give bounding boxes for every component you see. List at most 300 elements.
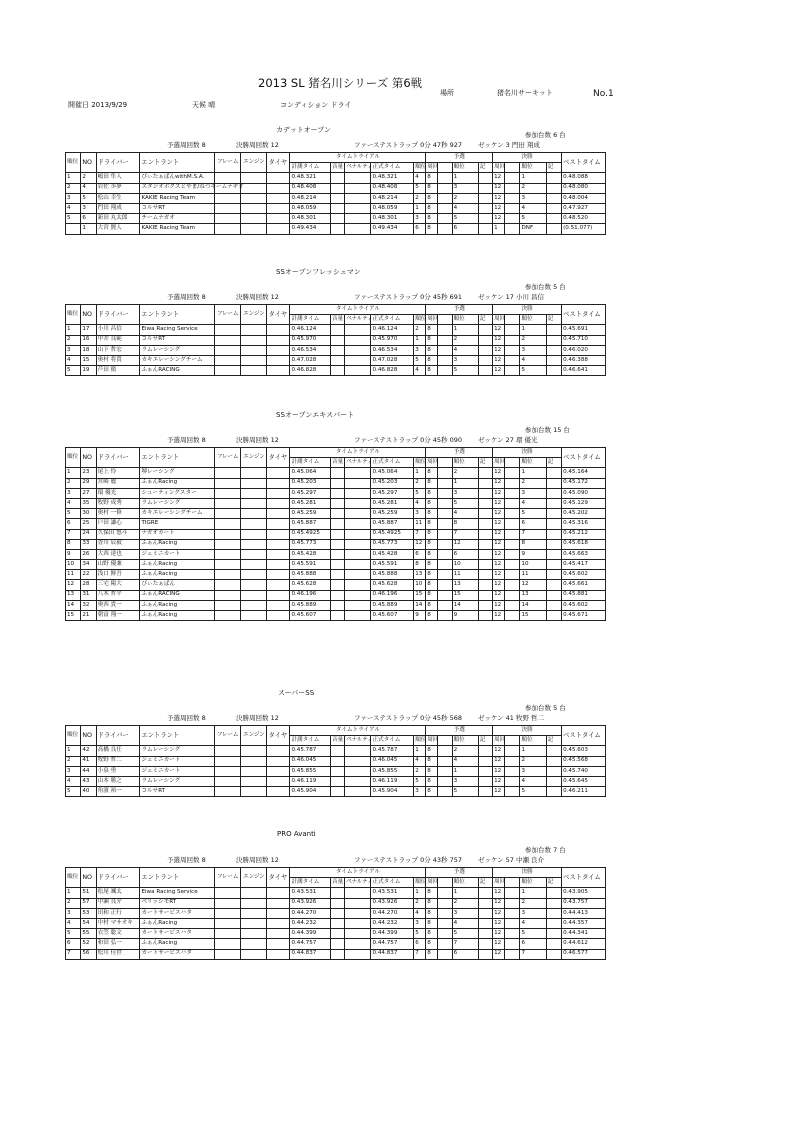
cell-frame — [214, 529, 240, 539]
cell-final-rank: DNF — [520, 224, 546, 234]
cell-tt-rank: 3 — [414, 345, 426, 355]
cell-official-time: 0.44.270 — [371, 908, 414, 918]
cell-sound — [330, 478, 344, 488]
cell-final-note — [546, 949, 561, 959]
cell-heat-blank — [438, 746, 452, 756]
col-header-driver: ドライバー — [96, 153, 140, 173]
cell-final-rank: 3 — [520, 766, 546, 776]
cell-tire — [267, 468, 290, 478]
cell-official-time: 0.46.534 — [371, 345, 414, 355]
cell-final-rank: 1 — [520, 746, 546, 756]
cell-sound — [330, 335, 344, 345]
cell-final-note — [546, 570, 561, 580]
cell-frame — [214, 888, 240, 898]
col-header-sound: 音量 — [330, 736, 344, 746]
cell-position: 2 — [66, 478, 81, 488]
cell-frame — [214, 488, 240, 498]
cell-sound — [330, 600, 344, 610]
cell-engine — [241, 918, 267, 928]
cell-penalty — [345, 746, 371, 756]
cell-penalty — [345, 173, 371, 183]
cell-final-note — [546, 560, 561, 570]
cell-final-laps: 12 — [493, 214, 505, 224]
cell-engine — [241, 939, 267, 949]
cell-penalty — [345, 183, 371, 193]
cell-final-note — [546, 908, 561, 918]
col-header-heat: 予選 — [426, 448, 493, 458]
cell-official-time: 0.45.888 — [371, 570, 414, 580]
cell-position: 3 — [66, 908, 81, 918]
cell-tire — [267, 766, 290, 776]
cell-car-number: 2 — [81, 173, 96, 183]
cell-heat-rank: 14 — [452, 600, 478, 610]
cell-engine — [241, 335, 267, 345]
table-row — [66, 498, 606, 508]
col-header-heat-blank — [438, 458, 452, 468]
cell-driver-name: 芦田 衛 — [96, 366, 140, 376]
section-title: SSオープンエキスパート — [276, 411, 355, 419]
cell-frame — [214, 776, 240, 786]
cell-sound — [330, 590, 344, 600]
cell-tire — [267, 888, 290, 898]
col-header-sound: 音量 — [330, 163, 344, 173]
cell-tt-rank: 1 — [414, 888, 426, 898]
cell-heat-laps: 8 — [426, 355, 438, 365]
col-header-frame: フレーム — [214, 153, 240, 173]
cell-driver-name: 嶋田 隼人 — [96, 173, 140, 183]
cell-final-rank: 3 — [520, 488, 546, 498]
cell-penalty — [345, 519, 371, 529]
col-header-heat-laps: 周回 — [426, 163, 438, 173]
cell-sound — [330, 549, 344, 559]
cell-penalty — [345, 888, 371, 898]
cell-engine — [241, 173, 267, 183]
cell-final-note — [546, 776, 561, 786]
table-row — [66, 898, 606, 908]
cell-frame — [214, 214, 240, 224]
col-header-heat-rank: 順位 — [452, 878, 478, 888]
cell-frame — [214, 366, 240, 376]
col-header-heat-blank — [438, 315, 452, 325]
table-row — [66, 345, 606, 355]
cell-entrant: コルサRT — [140, 787, 214, 797]
cell-engine — [241, 203, 267, 213]
cell-final-laps: 12 — [493, 183, 505, 193]
cell-heat-laps: 8 — [426, 949, 438, 959]
col-header-entrant: エントラント — [140, 726, 214, 746]
col-header-official-time: 正式タイム — [371, 163, 414, 173]
table-row — [66, 203, 606, 213]
cell-heat-rank: 2 — [452, 468, 478, 478]
cell-heat-rank: 7 — [452, 939, 478, 949]
cell-tire — [267, 325, 290, 335]
cell-sound — [330, 776, 344, 786]
table-row — [66, 509, 606, 519]
cell-heat-note — [478, 776, 492, 786]
col-header-final: 決勝 — [493, 153, 562, 163]
cell-best-time: 0.45.663 — [562, 549, 606, 559]
cell-best-time: 0.45.602 — [562, 600, 606, 610]
cell-final-note — [546, 488, 561, 498]
cell-position: 1 — [66, 468, 81, 478]
cell-penalty — [345, 203, 371, 213]
cell-entrant: シューティングスター — [140, 488, 214, 498]
cell-best-time: 0.48.088 — [562, 173, 606, 183]
cell-car-number: 30 — [81, 509, 96, 519]
col-header-time-trial: タイムトライアル — [290, 305, 426, 315]
cell-best-time: 0.46.577 — [562, 949, 606, 959]
cell-heat-blank — [438, 590, 452, 600]
cell-official-time: 0.48.301 — [371, 214, 414, 224]
cell-official-time: 0.44.837 — [371, 949, 414, 959]
cell-driver-name: 門田 翔成 — [96, 203, 140, 213]
cell-engine — [241, 478, 267, 488]
cell-final-laps: 12 — [493, 787, 505, 797]
cell-final-note — [546, 468, 561, 478]
cell-final-laps: 12 — [493, 746, 505, 756]
cell-sound — [330, 214, 344, 224]
col-header-final-rank: 順位 — [520, 163, 546, 173]
cell-final-blank — [505, 600, 520, 610]
cell-frame — [214, 193, 240, 203]
cell-position: 1 — [66, 888, 81, 898]
cell-best-time: 0.45.129 — [562, 498, 606, 508]
cell-position: 1 — [66, 325, 81, 335]
cell-best-time: 0.45.164 — [562, 468, 606, 478]
cell-penalty — [345, 366, 371, 376]
cell-tire — [267, 509, 290, 519]
cell-final-blank — [505, 746, 520, 756]
cell-penalty — [345, 478, 371, 488]
cell-heat-laps: 8 — [426, 746, 438, 756]
cell-penalty — [345, 539, 371, 549]
col-header-measured-time: 計測タイム — [290, 736, 331, 746]
col-header-engine: エンジン — [241, 868, 267, 888]
cell-heat-blank — [438, 539, 452, 549]
cell-engine — [241, 600, 267, 610]
cell-official-time: 0.45.904 — [371, 787, 414, 797]
cell-heat-note — [478, 580, 492, 590]
col-header-heat-note: 記 — [478, 878, 492, 888]
cell-final-rank: 13 — [520, 590, 546, 600]
cell-heat-note — [478, 488, 492, 498]
cell-engine — [241, 560, 267, 570]
cell-measured-time: 0.45.855 — [290, 766, 331, 776]
col-header-entrant: エントラント — [140, 448, 214, 468]
cell-heat-laps: 8 — [426, 183, 438, 193]
cell-measured-time: 0.45.970 — [290, 335, 331, 345]
cell-heat-rank: 3 — [452, 488, 478, 498]
cell-heat-blank — [438, 366, 452, 376]
cell-heat-rank: 3 — [452, 776, 478, 786]
cell-heat-note — [478, 918, 492, 928]
table-row — [66, 600, 606, 610]
cell-final-rank: 5 — [520, 929, 546, 939]
cell-entrant: ふぁんRacing — [140, 478, 214, 488]
col-header-tt-rank: 順位 — [414, 458, 426, 468]
cell-entrant: カキエレーシングチーム — [140, 355, 214, 365]
cell-car-number: 17 — [81, 325, 96, 335]
cell-heat-note — [478, 898, 492, 908]
cell-frame — [214, 560, 240, 570]
table-row — [66, 478, 606, 488]
table-row — [66, 539, 606, 549]
cell-heat-laps: 8 — [426, 918, 438, 928]
cell-position: 4 — [66, 203, 81, 213]
cell-heat-note — [478, 600, 492, 610]
cell-final-blank — [505, 509, 520, 519]
cell-entrant: カートサービスハタ — [140, 929, 214, 939]
col-header-penalty: ペナルティ — [345, 736, 371, 746]
cell-tt-rank: 4 — [414, 173, 426, 183]
cell-final-note — [546, 193, 561, 203]
cell-heat-note — [478, 949, 492, 959]
cell-frame — [214, 173, 240, 183]
cell-final-laps: 12 — [493, 600, 505, 610]
cell-official-time: 0.45.889 — [371, 600, 414, 610]
participants-count: 参加台数 7 台 — [525, 846, 566, 854]
col-header-final-rank: 順位 — [520, 315, 546, 325]
col-header-final-laps: 周回 — [493, 315, 505, 325]
cell-heat-rank: 5 — [452, 366, 478, 376]
cell-car-number: 26 — [81, 549, 96, 559]
cell-frame — [214, 539, 240, 549]
cell-heat-note — [478, 203, 492, 213]
cell-heat-blank — [438, 214, 452, 224]
cell-tire — [267, 580, 290, 590]
cell-measured-time: 0.45.889 — [290, 600, 331, 610]
cell-entrant: ふぁんRacing — [140, 611, 214, 621]
cell-final-rank: 1 — [520, 468, 546, 478]
cell-best-time: 0.45.316 — [562, 519, 606, 529]
table-row — [66, 908, 606, 918]
cell-final-rank: 4 — [520, 918, 546, 928]
fastest-lap-driver: ゼッケン 3 門田 翔成 — [478, 141, 540, 149]
cell-best-time: 0.44.612 — [562, 939, 606, 949]
cell-heat-blank — [438, 756, 452, 766]
cell-position: 15 — [66, 611, 81, 621]
cell-position: 13 — [66, 590, 81, 600]
cell-car-number: 22 — [81, 570, 96, 580]
cell-car-number: 4 — [81, 183, 96, 193]
cell-position: 7 — [66, 949, 81, 959]
col-header-engine: エンジン — [241, 726, 267, 746]
cell-heat-note — [478, 498, 492, 508]
cell-sound — [330, 908, 344, 918]
cell-best-time: 0.43.905 — [562, 888, 606, 898]
cell-driver-name: 山下 哲宏 — [96, 345, 140, 355]
col-header-number: NO — [81, 868, 96, 888]
cell-best-time: 0.48.004 — [562, 193, 606, 203]
cell-heat-laps: 8 — [426, 335, 438, 345]
cell-driver-name: 大西 達也 — [96, 549, 140, 559]
col-header-final-note: 記 — [546, 736, 561, 746]
cell-heat-laps: 8 — [426, 366, 438, 376]
cell-best-time: 0.45.603 — [562, 746, 606, 756]
cell-official-time: 0.46.045 — [371, 756, 414, 766]
cell-measured-time: 0.44.270 — [290, 908, 331, 918]
cell-heat-laps: 8 — [426, 478, 438, 488]
cell-official-time: 0.48.321 — [371, 173, 414, 183]
cell-entrant: カートサービスハタ — [140, 949, 214, 959]
cell-final-note — [546, 509, 561, 519]
cell-best-time: 0.45.645 — [562, 776, 606, 786]
cell-tire — [267, 560, 290, 570]
cell-best-time: 0.44.413 — [562, 908, 606, 918]
col-header-heat-laps: 周回 — [426, 458, 438, 468]
cell-final-blank — [505, 325, 520, 335]
cell-engine — [241, 355, 267, 365]
cell-sound — [330, 611, 344, 621]
cell-best-time: 0.44.341 — [562, 929, 606, 939]
cell-final-blank — [505, 468, 520, 478]
cell-sound — [330, 939, 344, 949]
cell-heat-note — [478, 756, 492, 766]
cell-driver-name: 角濱 裕一 — [96, 787, 140, 797]
cell-car-number: 29 — [81, 478, 96, 488]
cell-official-time: 0.45.064 — [371, 468, 414, 478]
table-row — [66, 468, 606, 478]
cell-tt-rank: 1 — [414, 335, 426, 345]
cell-entrant: ラムレーシング — [140, 498, 214, 508]
cell-car-number: 18 — [81, 345, 96, 355]
cell-driver-name: 松川 佳世 — [96, 949, 140, 959]
cell-final-laps: 12 — [493, 539, 505, 549]
cell-final-note — [546, 939, 561, 949]
cell-entrant: KAKIE Racing Team — [140, 224, 214, 234]
table-row — [66, 529, 606, 539]
cell-engine — [241, 908, 267, 918]
cell-tt-rank: 2 — [414, 478, 426, 488]
cell-final-blank — [505, 183, 520, 193]
table-row — [66, 766, 606, 776]
cell-final-laps: 12 — [493, 488, 505, 498]
col-header-number: NO — [81, 153, 96, 173]
fastest-lap: ファーステストラップ 0分 45秒 691 — [354, 293, 463, 301]
cell-official-time: 0.45.607 — [371, 611, 414, 621]
cell-final-laps: 12 — [493, 611, 505, 621]
cell-tire — [267, 549, 290, 559]
cell-final-note — [546, 756, 561, 766]
cell-entrant: ペリッシモRT — [140, 898, 214, 908]
col-header-final-note: 記 — [546, 315, 561, 325]
table-row — [66, 918, 606, 928]
cell-tire — [267, 539, 290, 549]
cell-sound — [330, 173, 344, 183]
col-header-position: 順位 — [66, 153, 81, 173]
cell-heat-note — [478, 214, 492, 224]
cell-measured-time: 0.48.301 — [290, 214, 331, 224]
cell-position: 5 — [66, 929, 81, 939]
cell-tire — [267, 949, 290, 959]
section-title: カデットオープン — [276, 126, 332, 134]
cell-position: 5 — [66, 366, 81, 376]
cell-heat-laps: 8 — [426, 766, 438, 776]
cell-sound — [330, 325, 344, 335]
col-header-penalty: ペナルティ — [345, 315, 371, 325]
cell-final-rank: 5 — [520, 787, 546, 797]
col-header-tt-rank: 順位 — [414, 163, 426, 173]
col-header-driver: ドライバー — [96, 868, 140, 888]
cell-final-blank — [505, 203, 520, 213]
col-header-sound: 音量 — [330, 315, 344, 325]
cell-final-rank: 8 — [520, 539, 546, 549]
cell-final-rank: 4 — [520, 203, 546, 213]
col-header-frame: フレーム — [214, 726, 240, 746]
cell-final-blank — [505, 193, 520, 203]
cell-driver-name: 山本 勝之 — [96, 776, 140, 786]
col-header-final-laps: 周回 — [493, 163, 505, 173]
cell-engine — [241, 590, 267, 600]
cell-frame — [214, 224, 240, 234]
col-header-final-blank — [505, 878, 520, 888]
cell-tire — [267, 355, 290, 365]
cell-tire — [267, 570, 290, 580]
cell-heat-rank: 6 — [452, 549, 478, 559]
cell-final-blank — [505, 488, 520, 498]
col-header-final-rank: 順位 — [520, 736, 546, 746]
cell-heat-note — [478, 560, 492, 570]
cell-heat-laps: 8 — [426, 756, 438, 766]
table-row — [66, 580, 606, 590]
cell-official-time: 0.44.399 — [371, 929, 414, 939]
cell-final-note — [546, 766, 561, 776]
cell-final-note — [546, 600, 561, 610]
cell-car-number: 57 — [81, 898, 96, 908]
cell-final-laps: 12 — [493, 519, 505, 529]
col-header-penalty: ペナルティ — [345, 163, 371, 173]
final-laps: 決勝周回数 12 — [236, 856, 279, 864]
table-row — [66, 355, 606, 365]
cell-frame — [214, 600, 240, 610]
cell-best-time: 0.45.661 — [562, 580, 606, 590]
cell-position: 2 — [66, 183, 81, 193]
cell-sound — [330, 756, 344, 766]
cell-entrant: TIGRE — [140, 519, 214, 529]
cell-final-laps: 12 — [493, 590, 505, 600]
cell-sound — [330, 580, 344, 590]
qualifying-laps: 予選周回数 8 — [167, 293, 206, 301]
cell-position: 3 — [66, 488, 81, 498]
cell-car-number: 33 — [81, 539, 96, 549]
cell-final-blank — [505, 539, 520, 549]
cell-engine — [241, 193, 267, 203]
cell-measured-time: 0.46.045 — [290, 756, 331, 766]
cell-sound — [330, 345, 344, 355]
cell-position: 7 — [66, 529, 81, 539]
table-row — [66, 224, 606, 234]
cell-heat-rank: 1 — [452, 766, 478, 776]
cell-final-blank — [505, 335, 520, 345]
cell-heat-note — [478, 509, 492, 519]
cell-heat-note — [478, 570, 492, 580]
cell-final-laps: 12 — [493, 355, 505, 365]
cell-car-number: 19 — [81, 366, 96, 376]
cell-penalty — [345, 600, 371, 610]
cell-frame — [214, 355, 240, 365]
cell-frame — [214, 498, 240, 508]
cell-heat-blank — [438, 203, 452, 213]
cell-engine — [241, 366, 267, 376]
col-header-heat-laps: 周回 — [426, 315, 438, 325]
cell-entrant: 堺レーシング — [140, 468, 214, 478]
cell-best-time: 0.48.520 — [562, 214, 606, 224]
cell-engine — [241, 746, 267, 756]
cell-final-laps: 12 — [493, 766, 505, 776]
cell-heat-rank: 4 — [452, 345, 478, 355]
col-header-heat-note: 記 — [478, 163, 492, 173]
cell-measured-time: 0.48.408 — [290, 183, 331, 193]
